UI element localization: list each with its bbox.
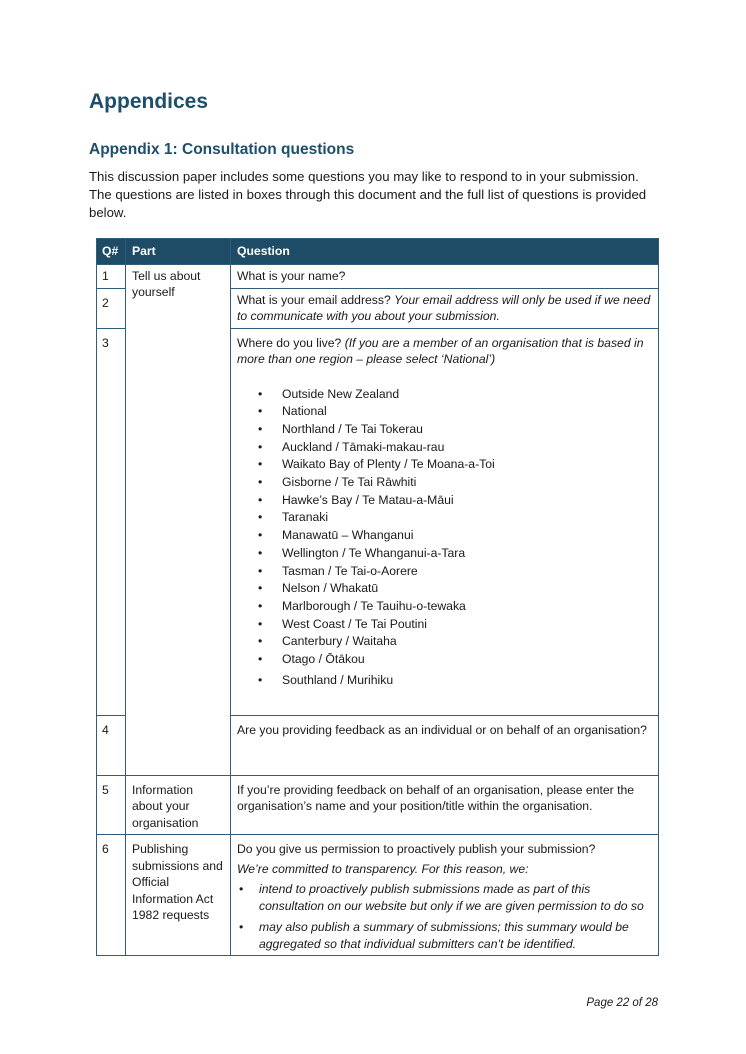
section-heading: Appendix 1: Consultation questions: [89, 141, 355, 158]
part-label: Information about your organisation: [126, 775, 231, 835]
question-text: Are you providing feedback as an individual or on behalf of an organisation?: [231, 715, 659, 775]
list-item: • Manawatū – Whanganui: [282, 527, 652, 545]
list-item: • Gisborne / Te Tai Rāwhiti: [282, 474, 652, 492]
question-number: 2: [97, 288, 126, 328]
page-number: Page 22 of 28: [586, 997, 658, 1009]
question-number: 4: [97, 715, 126, 775]
intro-paragraph: This discussion paper includes some questions you may like to respond to in your submission. The questions are listed in boxes through this document and the full list of questions is provided below.: [89, 169, 647, 220]
table-row: [97, 775, 659, 835]
header-question: Question: [231, 239, 659, 265]
list-item: • Hawke’s Bay / Te Matau-a-Māui: [282, 492, 652, 510]
part-label: Publishing submissions and Official Information Act 1982 requests: [126, 835, 231, 956]
list-item: • Canterbury / Waitaha: [282, 633, 652, 651]
region-list: [237, 386, 652, 690]
question-note: (If you are a member of an organisation that is based in more than one region – please select ‘National’): [237, 335, 644, 366]
list-item: • intend to proactively publish submissions made as part of this consultation on our website but only if we are given permission to do so: [259, 881, 652, 914]
question-note: Your email address will only be used if we need to communicate with you about your submission.: [237, 292, 651, 323]
question-text: Do you give us permission to proactively publish your submission?: [237, 842, 596, 856]
question-number: 5: [97, 775, 126, 835]
question-cell: [231, 328, 659, 715]
question-text: What is your name?: [231, 264, 659, 288]
list-item: • Northland / Te Tai Tokerau: [282, 421, 652, 439]
question-text: What is your email address?: [237, 292, 395, 307]
part-label: Tell us about yourself: [126, 264, 231, 775]
list-item: • Taranaki: [282, 509, 652, 527]
question-paragraph: [237, 335, 652, 368]
list-item: • Southland / Murihiku: [282, 672, 652, 690]
question-number: 6: [97, 835, 126, 956]
list-item: • may also publish a summary of submissions; this summary would be aggregated so that individual submitters can’t be identified.: [259, 919, 652, 952]
list-item: • Waikato Bay of Plenty / Te Moana-a-Toi: [282, 456, 652, 474]
question-note: We’re committed to transparency. For this reason, we:: [237, 861, 529, 876]
list-item: • Tasman / Te Tai-o-Aorere: [282, 563, 652, 581]
page-heading: Appendices: [89, 90, 209, 113]
list-item: • National: [282, 403, 652, 421]
question-cell: [231, 835, 659, 956]
question-cell: [231, 288, 659, 328]
header-part: Part: [126, 239, 231, 265]
list-item: • Nelson / Whakatū: [282, 580, 652, 598]
question-text: Where do you live?: [237, 335, 345, 350]
table-row: [97, 264, 659, 288]
publication-bullets: [237, 881, 652, 952]
list-item: • Marlborough / Te Tauihu-o-tewaka: [282, 598, 652, 616]
list-item: • Wellington / Te Whanganui-a-Tara: [282, 545, 652, 563]
list-item: • West Coast / Te Tai Poutini: [282, 616, 652, 634]
question-number: 1: [97, 264, 126, 288]
header-qnum: Q#: [97, 239, 126, 265]
list-item: • Auckland / Tāmaki-makau-rau: [282, 439, 652, 457]
consultation-questions-table: [96, 238, 659, 956]
list-item: • Outside New Zealand: [282, 386, 652, 404]
table-row: [97, 835, 659, 956]
question-number: 3: [97, 328, 126, 715]
list-item: • Otago / Ōtākou: [282, 651, 652, 669]
question-text: If you’re providing feedback on behalf of an organisation, please enter the organisation’s name and your position/title within the organisation.: [231, 775, 659, 835]
table-header-row: [97, 239, 659, 265]
